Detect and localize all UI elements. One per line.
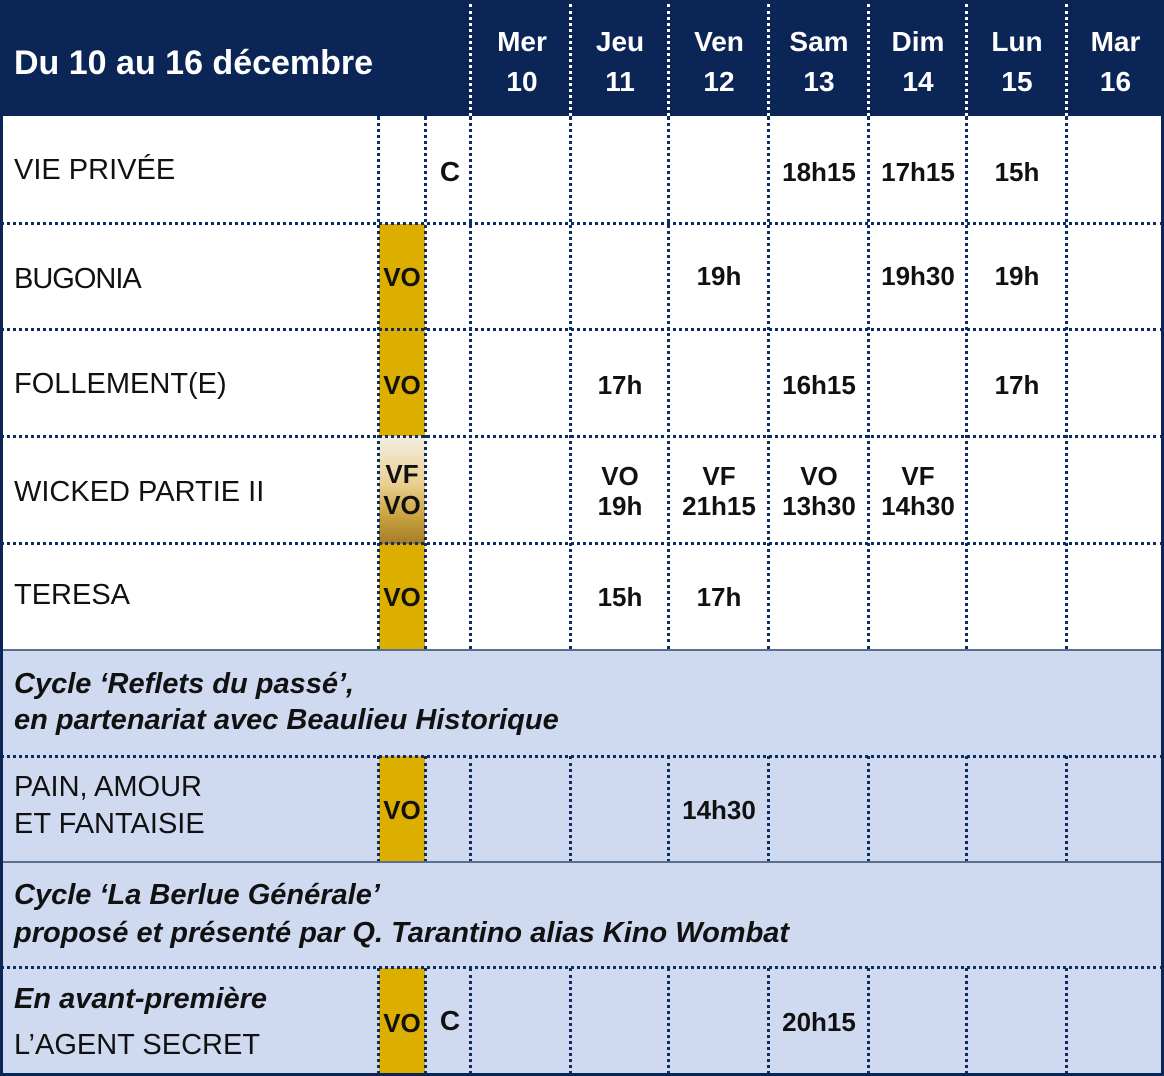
showtime: 19h30 — [881, 261, 955, 291]
showtime: 20h15 — [782, 1007, 856, 1037]
showtime: 19h — [994, 261, 1040, 291]
film-title-agent-secret: L’AGENT SECRET — [14, 1029, 261, 1061]
category-mark: C — [439, 1005, 461, 1036]
showtime: 17h — [597, 370, 643, 400]
showtime: 14h30 — [682, 795, 756, 825]
film-title-follement: FOLLEMENT(E) — [14, 368, 227, 400]
film-title-bugonia: BUGONIA — [14, 263, 141, 295]
showtime: 18h15 — [782, 157, 856, 187]
day-header-mar: Mar 16 — [1090, 26, 1141, 97]
version-badge: VO — [383, 582, 421, 612]
showtime-versioned: VO 13h30 — [782, 461, 856, 521]
film-title-vie-privee: VIE PRIVÉE — [14, 154, 176, 186]
film-title-pain-amour-line1: PAIN, AMOUR — [14, 771, 202, 803]
showtime-versioned: VO 19h — [597, 461, 643, 521]
category-mark: C — [439, 156, 461, 187]
version-badge: VO — [383, 490, 421, 520]
film-title-wicked: WICKED PARTIE II — [14, 476, 265, 508]
page-title: Du 10 au 16 décembre — [14, 44, 374, 82]
showtime: 15h — [597, 582, 643, 612]
cycle-title: Cycle ‘La Berlue Générale’ — [14, 879, 380, 911]
version-badge: VF — [385, 459, 419, 489]
showtime: 17h — [696, 582, 742, 612]
version-badge: VO — [383, 370, 421, 400]
cycle-subtitle: en partenariat avec Beaulieu Historique — [14, 704, 559, 736]
day-header-ven: Ven 12 — [694, 26, 744, 97]
film-title-pain-amour-line2: ET FANTAISIE — [14, 808, 205, 840]
day-header-mer: Mer 10 — [497, 26, 547, 97]
film-title-teresa: TERESA — [14, 579, 131, 611]
showtime: 19h — [696, 261, 742, 291]
day-header-dim: Dim 14 — [891, 26, 945, 97]
day-header-lun: Lun 15 — [991, 26, 1043, 97]
showtime: 15h — [994, 157, 1040, 187]
showtime: 17h — [994, 370, 1040, 400]
cycle-title: Cycle ‘Reflets du passé’, — [14, 668, 355, 700]
day-header-jeu: Jeu 11 — [595, 26, 645, 97]
showtime-versioned: VF 21h15 — [682, 461, 756, 521]
version-badge: VO — [383, 262, 421, 292]
version-badge: VO — [383, 795, 421, 825]
film-subtitle-avant-premiere: En avant-première — [14, 983, 268, 1015]
showtime-versioned: VF 14h30 — [881, 461, 955, 521]
showtime: 17h15 — [881, 157, 955, 187]
cycle-subtitle: proposé et présenté par Q. Tarantino alias Kino Wombat — [14, 917, 790, 949]
version-badge: VO — [383, 1008, 421, 1038]
showtime: 16h15 — [782, 370, 856, 400]
day-header-sam: Sam 13 — [789, 26, 849, 97]
